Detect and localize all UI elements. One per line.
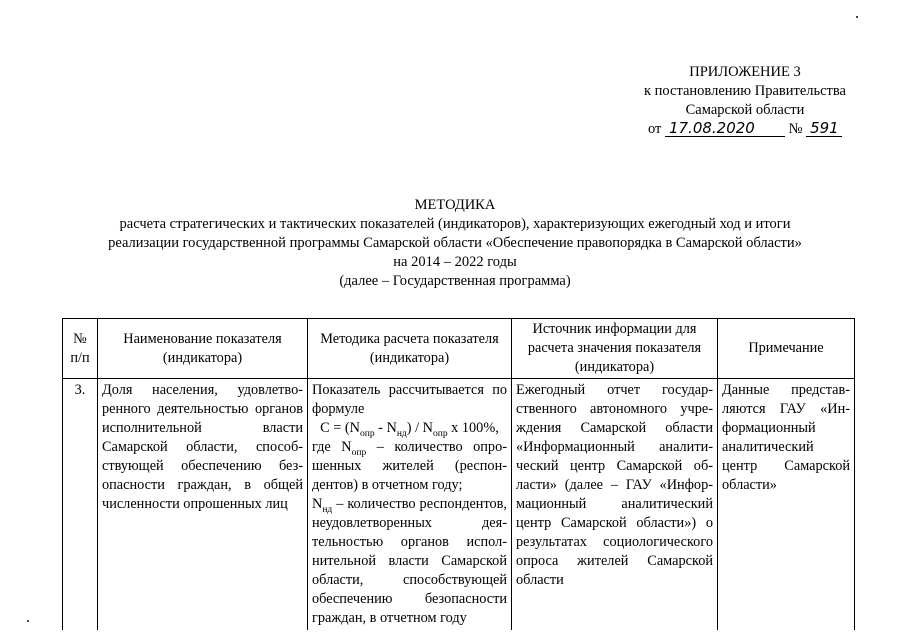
title-line: (далее – Государственная программа) bbox=[339, 273, 571, 289]
document-title bbox=[70, 196, 840, 291]
title-line: реализации государственной программы Самарской области «Обеспечение правопорядка в Самарской области» bbox=[108, 235, 802, 251]
appendix-region: Самарской области bbox=[685, 102, 805, 118]
row-method bbox=[308, 379, 512, 631]
method-intro: Показатель рассчитывается по формуле bbox=[312, 382, 507, 417]
date-prefix: от bbox=[647, 121, 662, 137]
handwritten-date: 17.08.2020 bbox=[665, 120, 785, 137]
title-line: на 2014 – 2022 годы bbox=[393, 254, 517, 270]
table-header-row bbox=[63, 319, 855, 379]
row-source: Ежегодный отчет государственного автономного учреждения Самарской области «Информационный аналитический центр Самарской области» (далее – ГАУ «Информационный аналитический центр Самарской области») о результатах социологического опроса жителей Самарской области bbox=[512, 379, 718, 631]
title-line: расчета стратегических и тактических показателей (индикаторов), характеризующих ежегодный ход и итоги bbox=[119, 216, 791, 232]
handwritten-number: 591 bbox=[806, 120, 842, 137]
appendix-header bbox=[610, 63, 880, 139]
appendix-subtitle: к постановлению Правительства bbox=[644, 83, 846, 99]
scan-mark bbox=[27, 620, 29, 622]
header-note: Примечание bbox=[718, 319, 855, 379]
appendix-date-line bbox=[610, 120, 880, 139]
table-row bbox=[63, 379, 855, 631]
number-prefix: № bbox=[788, 121, 803, 137]
method-definition-1: где $N_{опр}$ – количество опрошенных жителей (респондентов) в отчетном году; bbox=[312, 439, 507, 493]
indicators-table bbox=[62, 318, 855, 630]
header-num: № п/п bbox=[63, 319, 98, 379]
header-source: Источник информации для расчета значения показателя (индикатора) bbox=[512, 319, 718, 379]
row-num: 3. bbox=[63, 379, 98, 631]
title-heading: МЕТОДИКА bbox=[414, 197, 496, 213]
appendix-title: ПРИЛОЖЕНИЕ 3 bbox=[689, 64, 801, 80]
formula: $C = (N_{опр} - N_{нд}) / N_{опр}$ х 100%, bbox=[320, 420, 499, 439]
method-definition-2: $N_{нд}$ – количество респондентов, неудовлетворенных деятельностью органов исполнительной власти Самарской области, способствующей обеспечению безопасности граждан, в отчетном году bbox=[312, 496, 507, 626]
row-name: Доля населения, удовлетворенного деятельностью органов исполнительной власти Самарской области, способствующей обеспечению безопасности граждан, в общей численности опрошенных лиц bbox=[98, 379, 308, 631]
row-note: Данные представляются ГАУ «Информационный аналитический центр Самарской области» bbox=[718, 379, 855, 631]
header-method: Методика расчета показателя (индикатора) bbox=[308, 319, 512, 379]
header-name: Наименование показателя (индикатора) bbox=[98, 319, 308, 379]
scan-mark bbox=[856, 16, 858, 18]
